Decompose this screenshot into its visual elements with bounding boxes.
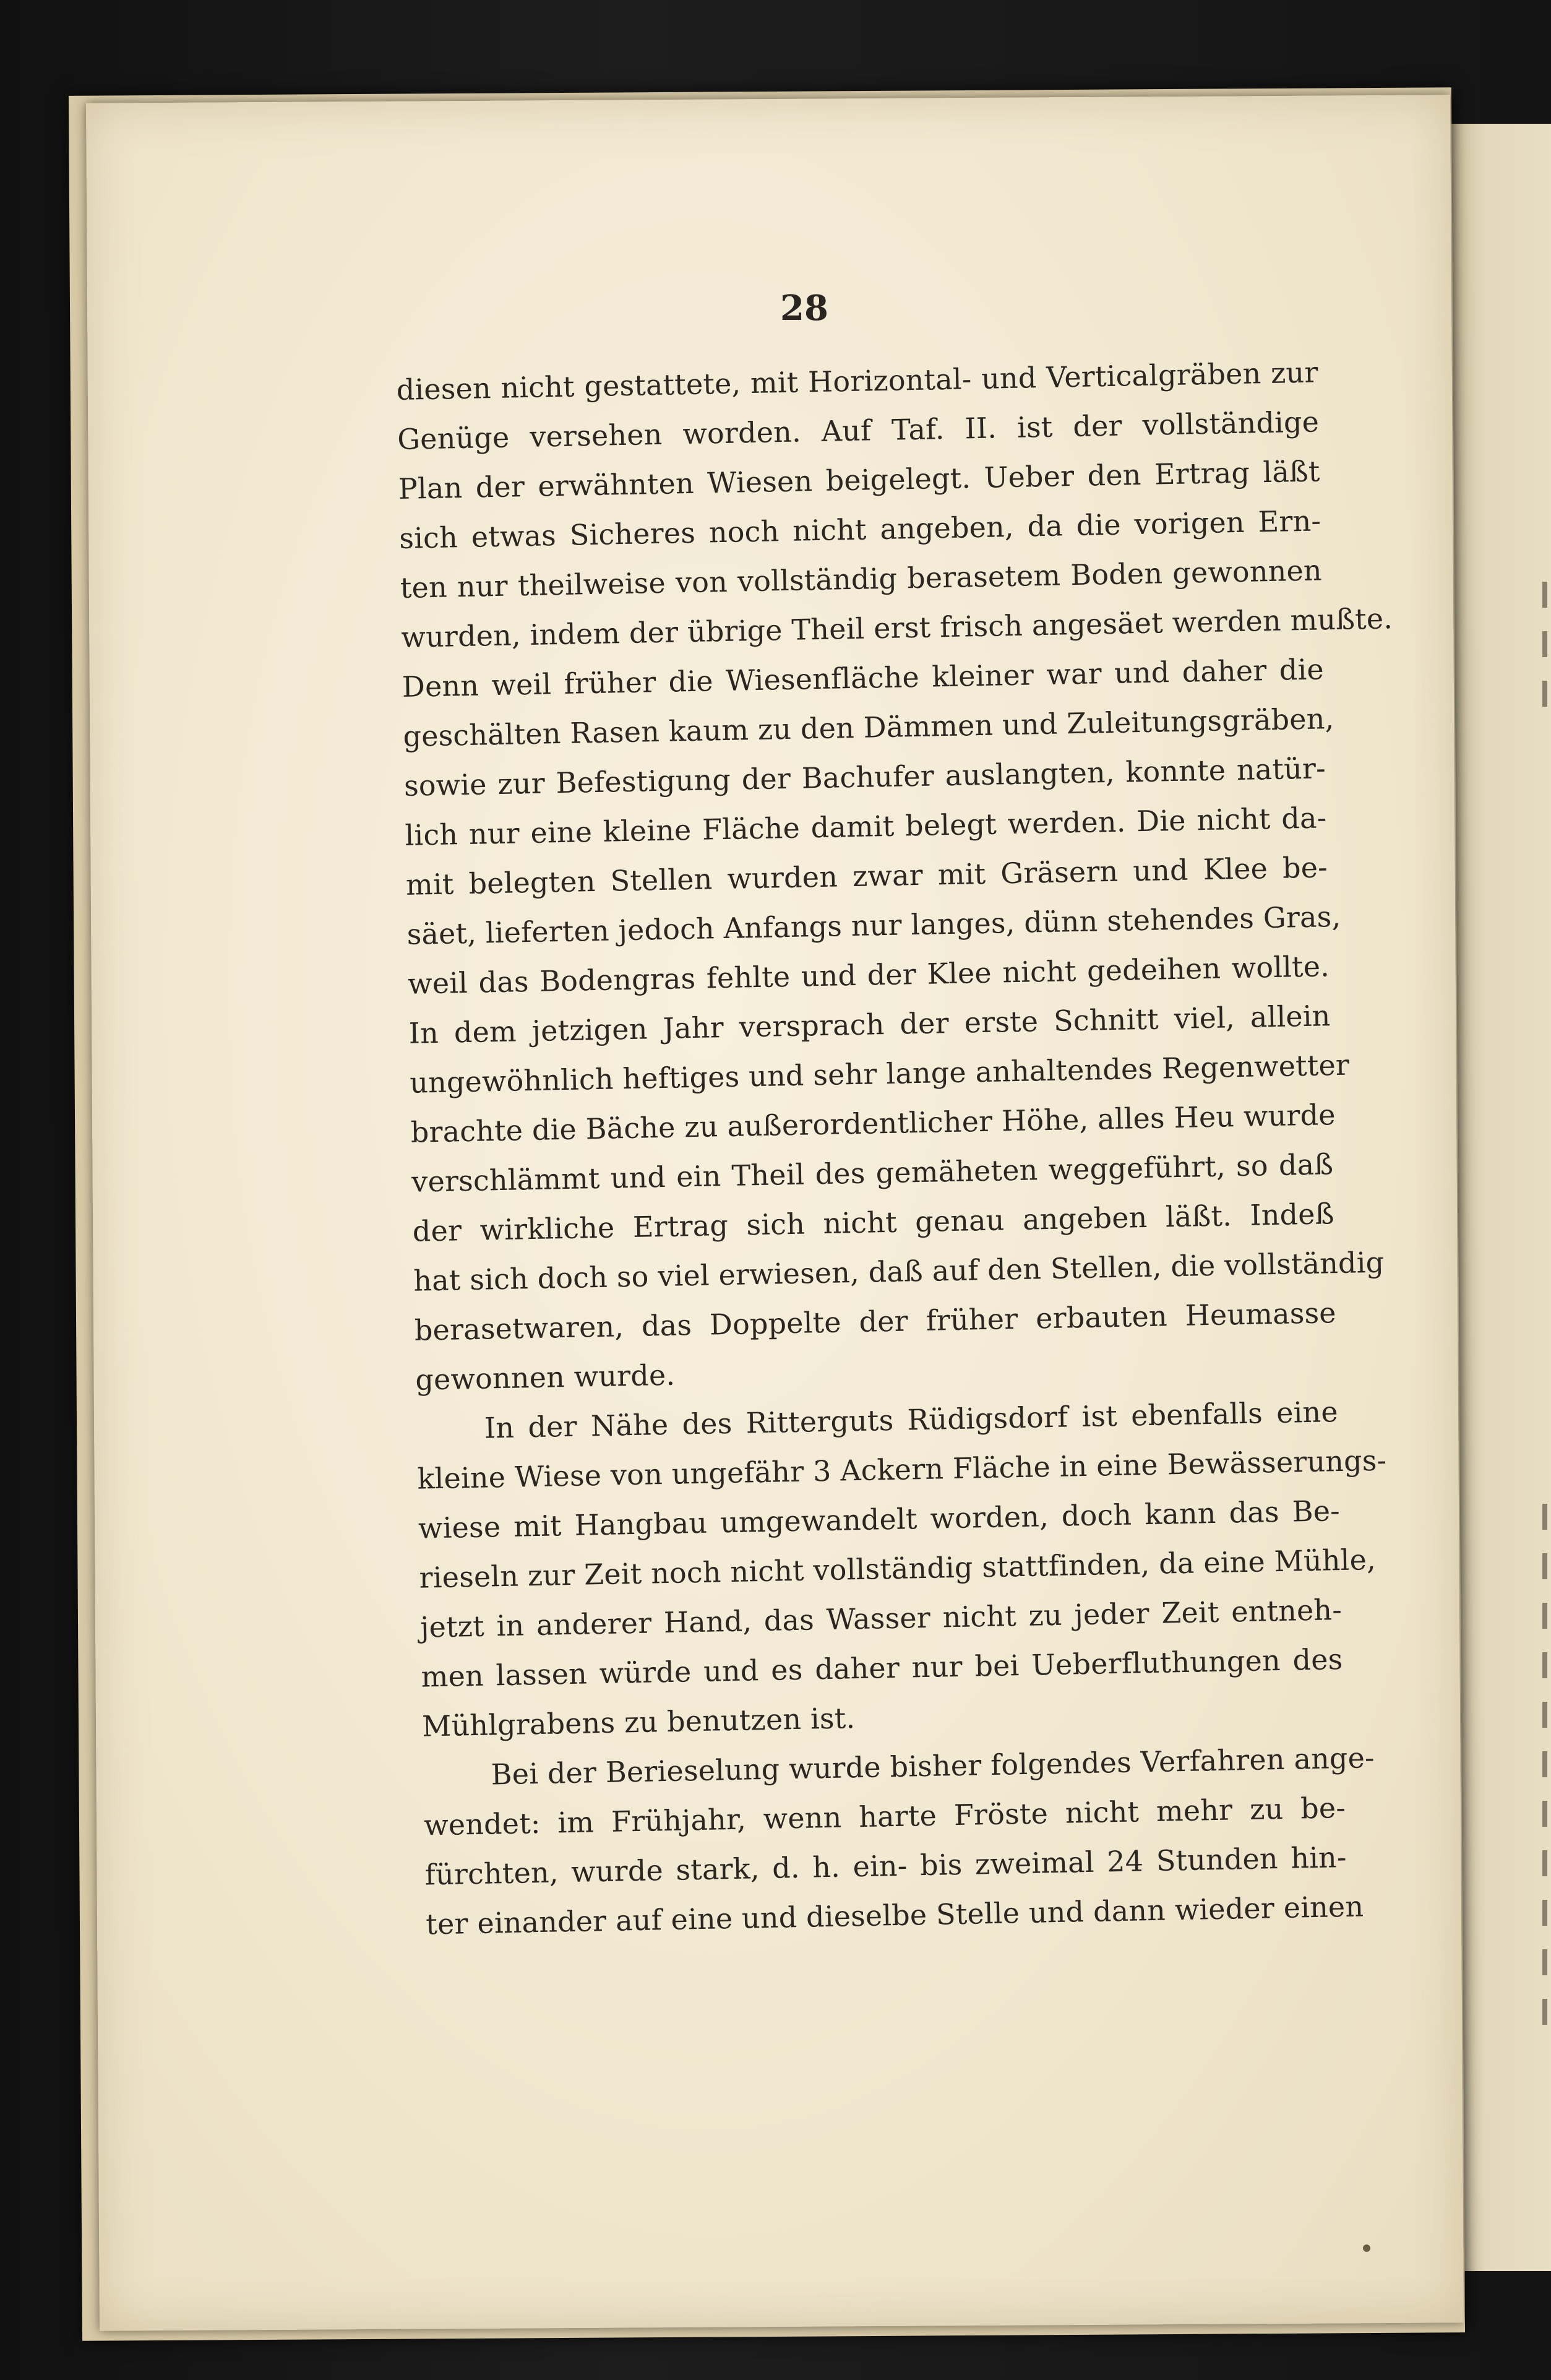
text-line: Mühlgrabens zu benutzen ist. [421, 1701, 856, 1743]
text-line: brachte die Bäche zu außerordentlicher Höhe, alles Heu wurde [410, 1098, 1336, 1149]
text-line: fürchten, wurde stark, d. h. ein- bis zweimal 24 Stunden hin- [424, 1840, 1347, 1892]
text-line: In dem jetzigen Jahr versprach der erste Schnitt viel, allein [408, 999, 1331, 1050]
text-line: verschlämmt und ein Theil des gemäheten weggeführt, so daß [411, 1147, 1334, 1199]
text-line: In der Nähe des Ritterguts Rüdigsdorf ist ebenfalls eine [484, 1395, 1339, 1445]
text-fragment-mark [1542, 1900, 1547, 1926]
text-line: berasetwaren, das Doppelte der früher erbauten Heumasse [414, 1296, 1337, 1347]
adjacent-page-edge [1448, 124, 1551, 2271]
text-line: hat sich doch so viel erwiesen, daß auf den Stellen, die vollständig [413, 1245, 1385, 1298]
text-fragment-mark [1542, 1751, 1547, 1777]
text-fragment-mark [1542, 1504, 1547, 1530]
paper-speck [1363, 2244, 1370, 2252]
body-text [396, 347, 1393, 1949]
text-line: Bei der Berieselung wurde bisher folgendes Verfahren ange- [491, 1741, 1375, 1791]
text-line: wiese mit Hangbau umgewandelt worden, doch kann das Be- [418, 1494, 1341, 1545]
text-line: ungewöhnlich heftiges und sehr lange anhaltendes Regenwetter [409, 1048, 1350, 1100]
text-line: jetzt in anderer Hand, das Wasser nicht zu jeder Zeit entneh- [419, 1593, 1343, 1644]
text-line: kleine Wiese von ungefähr 3 Ackern Fläche in eine Bewässerungs- [417, 1443, 1387, 1496]
text-line: säet, lieferten jedoch Anfangs nur langes, dünn stehendes Gras, [406, 899, 1341, 951]
text-line: Plan der erwähnten Wiesen beigelegt. Ueber den Ertrag läßt [398, 454, 1321, 506]
text-line: wendet: im Frühjahr, wenn harte Fröste nicht mehr zu be- [423, 1790, 1346, 1842]
text-fragment-mark [1542, 1702, 1547, 1728]
adjacent-page-text-fragments [1542, 124, 1551, 2271]
text-line: sowie zur Befestigung der Bachufer auslangten, konnte natür- [403, 751, 1326, 803]
text-fragment-mark [1542, 582, 1547, 608]
text-line: diesen nicht gestattete, mit Horizontal- und Verticalgräben zur [396, 355, 1319, 407]
text-line: Genüge versehen worden. Auf Taf. II. ist der vollständige [397, 405, 1320, 456]
text-fragment-mark [1542, 681, 1547, 707]
text-fragment-mark [1542, 1850, 1547, 1876]
text-fragment-mark [1542, 1553, 1547, 1579]
text-fragment-mark [1542, 1949, 1547, 1975]
text-line: ter einander auf eine und dieselbe Stelle und dann wieder einen [425, 1889, 1364, 1941]
page-number: 28 [780, 288, 828, 329]
text-fragment-mark [1542, 1652, 1547, 1678]
text-line: lich nur eine kleine Fläche damit belegt werden. Die nicht da- [405, 801, 1327, 852]
text-fragment-mark [1542, 631, 1547, 657]
text-line: sich etwas Sicheres noch nicht angeben, da die vorigen Ern- [398, 504, 1321, 555]
text-line: rieseln zur Zeit noch nicht vollständig stattfinden, da eine Mühle, [419, 1542, 1377, 1595]
text-line: weil das Bodengras fehlte und der Klee nicht gedeihen wollte. [407, 949, 1330, 1001]
text-line: der wirkliche Ertrag sich nicht genau angeben läßt. Indeß [412, 1197, 1335, 1248]
text-line: mit belegten Stellen wurden zwar mit Gräsern und Klee be- [405, 850, 1328, 902]
text-line: ten nur theilweise von vollständig berasetem Boden gewonnen [400, 553, 1323, 605]
text-line: wurden, indem der übrige Theil erst frisch angesäet werden mußte. [400, 601, 1393, 654]
text-line: men lassen würde und es daher nur bei Ueberfluthungen des [421, 1642, 1343, 1694]
text-fragment-mark [1542, 1999, 1547, 2025]
text-line: Denn weil früher die Wiesenfläche kleiner war und daher die [402, 652, 1325, 704]
text-fragment-mark [1542, 1801, 1547, 1827]
text-fragment-mark [1542, 1603, 1547, 1629]
text-line: gewonnen wurde. [415, 1358, 676, 1397]
text-line: geschälten Rasen kaum zu den Dämmen und Zuleitungsgräben, [403, 702, 1334, 753]
